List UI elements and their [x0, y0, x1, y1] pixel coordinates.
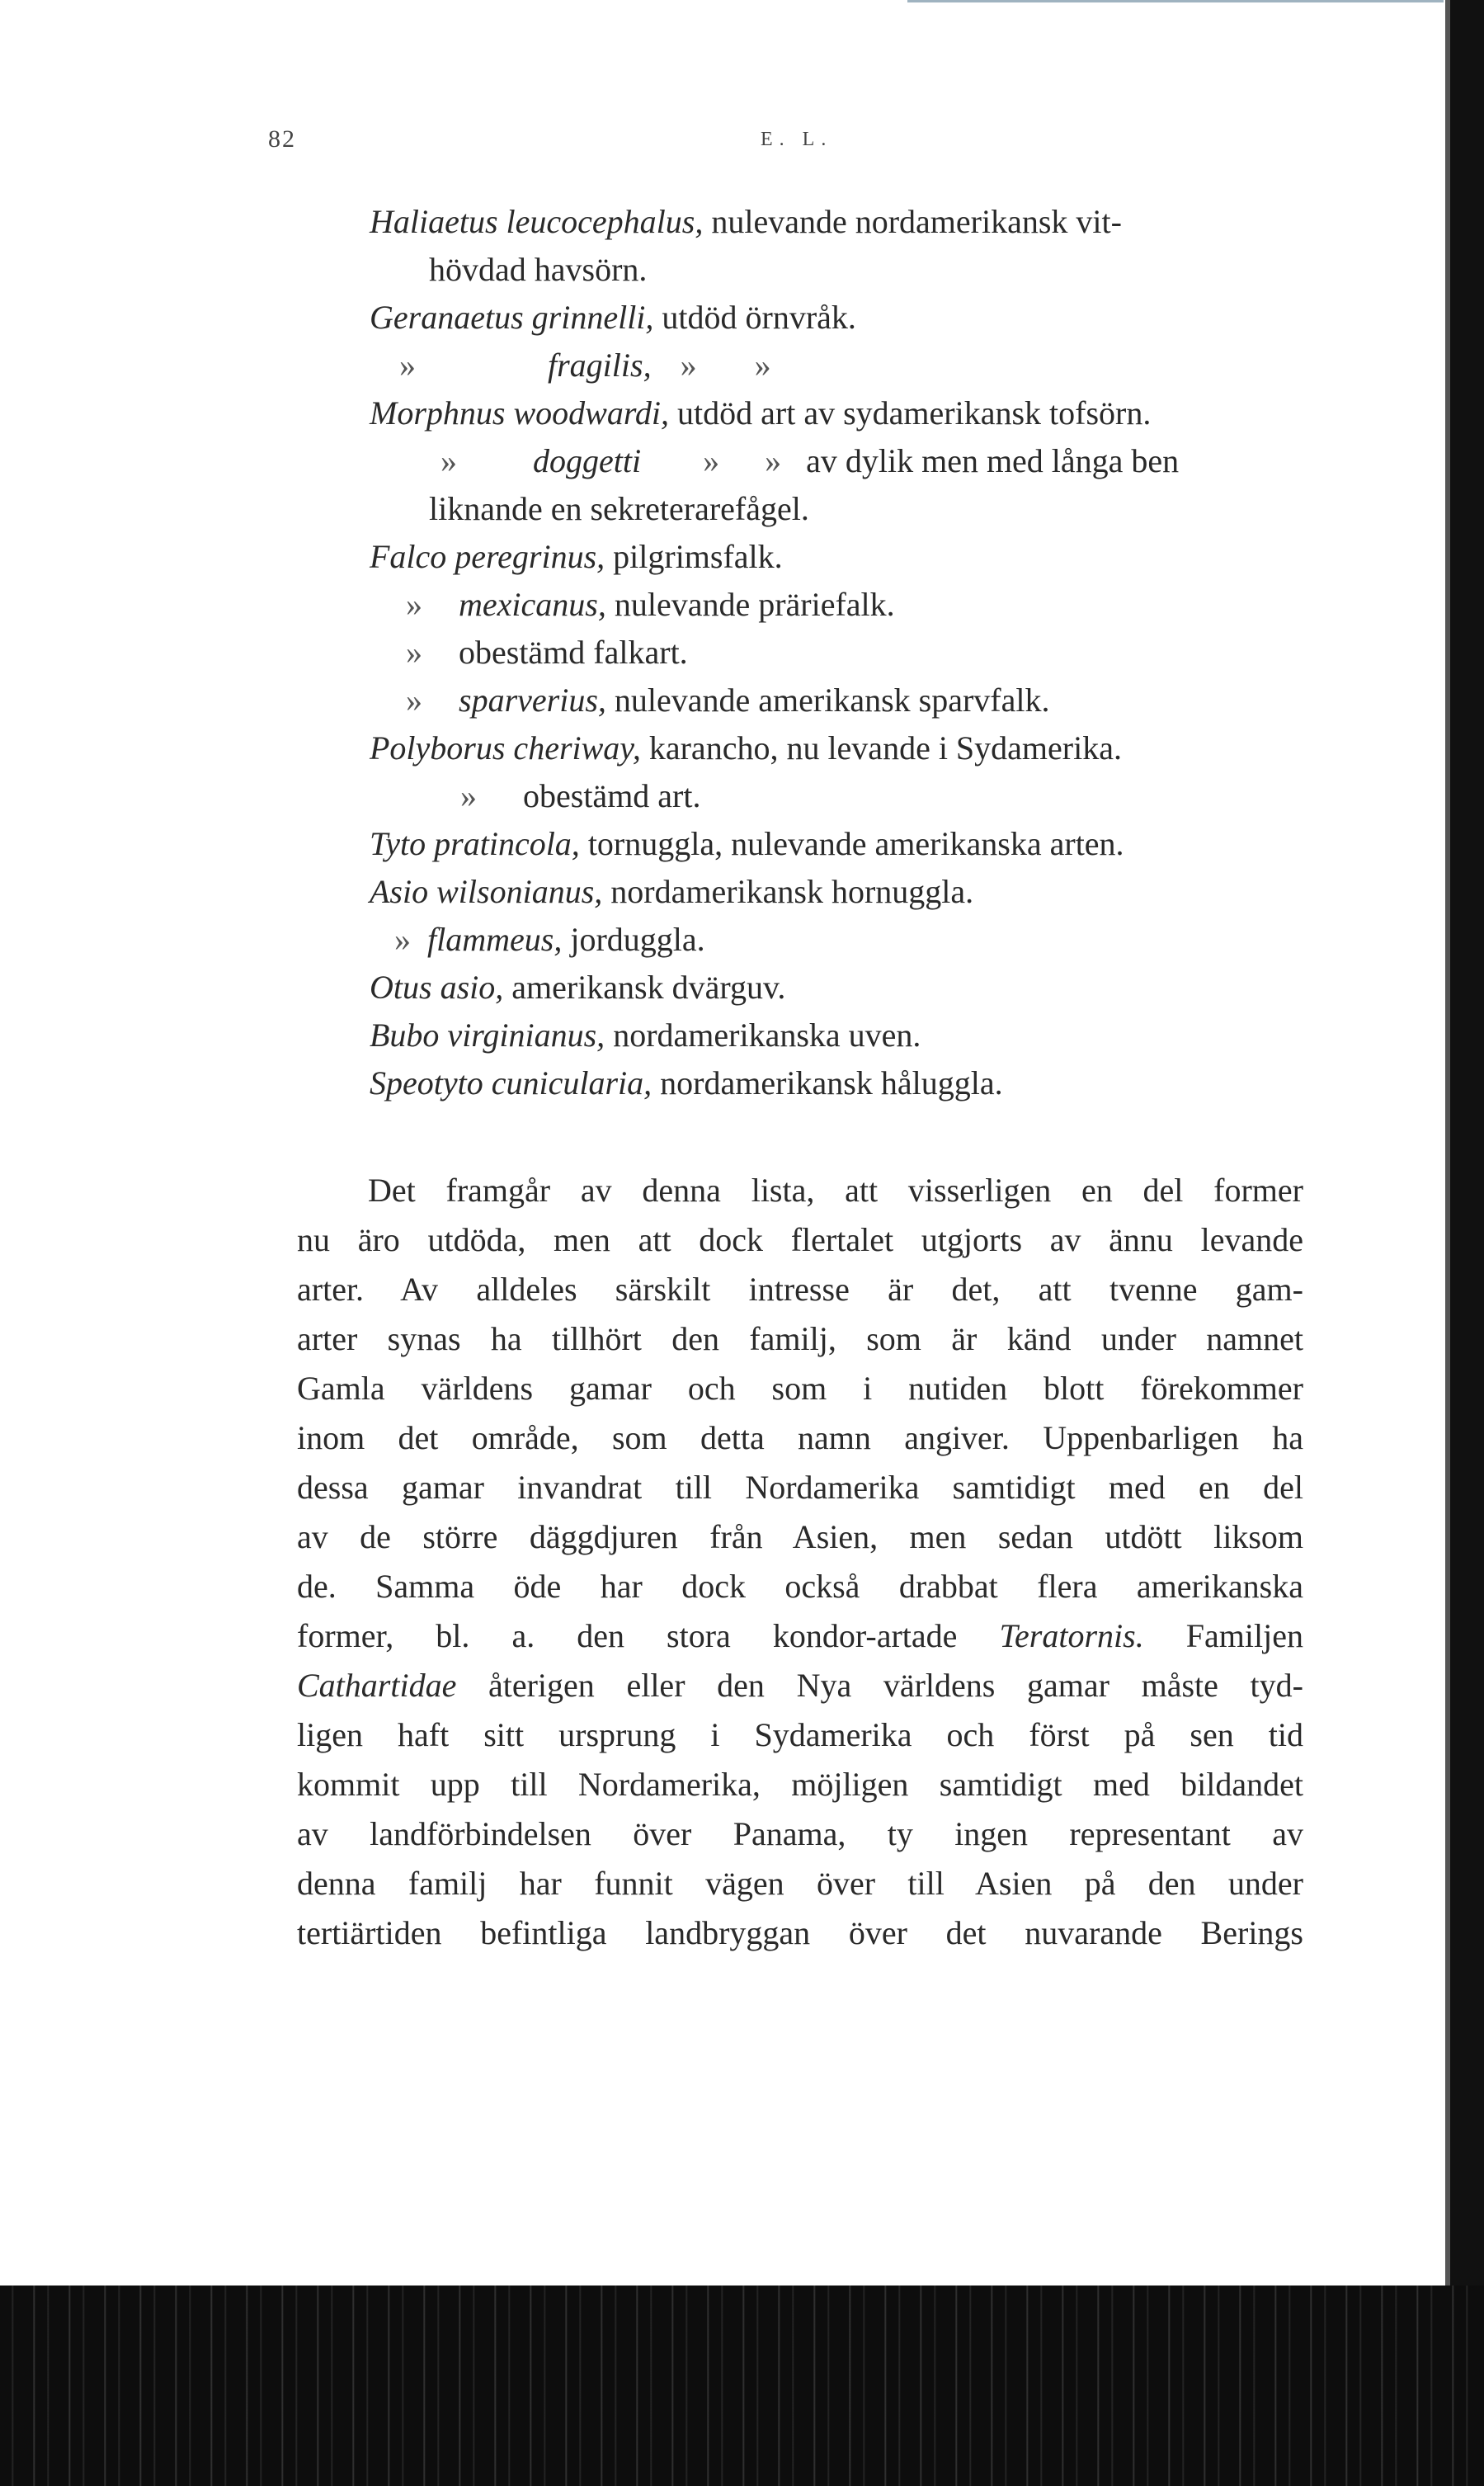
list-item: [370, 916, 1326, 964]
species-name: Morphnus woodwardi,: [370, 394, 670, 432]
list-item: [370, 1059, 1326, 1107]
paragraph-line: inom det område, som detta namn angiver. Uppenbarligen ha: [297, 1419, 1303, 1456]
species-name: Bubo virginianus,: [370, 1017, 605, 1054]
paragraph-line: denna familj har funnit vägen över till Asien på den under: [297, 1865, 1303, 1902]
list-item: [370, 581, 1326, 629]
page-number: 82: [268, 125, 296, 153]
list-item: [370, 485, 1326, 533]
species-name: Speotyto cunicularia,: [370, 1064, 652, 1101]
species-description: liknande en sekreterarefågel.: [429, 490, 809, 527]
list-item: [370, 198, 1326, 246]
paragraph-line: Gamla världens gamar och som i nutiden blott förekommer: [297, 1370, 1303, 1407]
species-description: jorduggla.: [562, 921, 705, 958]
list-item: [370, 437, 1326, 485]
ditto-mark: »: [406, 682, 422, 719]
scan-edge-top: [907, 0, 1444, 2]
species-name: flammeus,: [427, 921, 563, 958]
paragraph-line: arter. Av alldeles särskilt intresse är det, att tvenne gam-: [297, 1271, 1303, 1308]
ditto-mark: »: [703, 442, 720, 479]
ditto-mark: »: [406, 634, 422, 671]
scan-edge-bottom: [0, 2286, 1484, 2486]
species-name: sparverius,: [459, 682, 606, 719]
ditto-mark: »: [394, 921, 411, 958]
running-head: E. L.: [761, 129, 833, 150]
list-item: [370, 724, 1326, 772]
species-description: utdöd örnvråk.: [653, 299, 856, 336]
list-item: [370, 677, 1326, 724]
scan-edge-right: [1450, 0, 1484, 2486]
species-description: obestämd falkart.: [459, 634, 688, 671]
ditto-mark: »: [765, 442, 782, 479]
species-name: doggetti: [533, 442, 642, 479]
paragraph-line: tertiärtiden befintliga landbryggan över det nuvarande Berings: [297, 1914, 1303, 1951]
paragraph-line: [297, 1611, 1303, 1661]
species-description: hövdad havsörn.: [429, 251, 648, 288]
species-description: nulevande präriefalk.: [605, 586, 895, 623]
species-name: Tyto pratincola,: [370, 825, 580, 862]
paragraph-text: Familjen: [1143, 1617, 1303, 1654]
paragraph-line: av landförbindelsen över Panama, ty ingen representant av: [297, 1815, 1303, 1852]
species-name: fragilis,: [548, 347, 652, 384]
species-description: nordamerikansk håluggla.: [652, 1064, 1003, 1101]
body-paragraph: [297, 1166, 1303, 1958]
species-name: Falco peregrinus,: [370, 538, 605, 575]
species-list: [370, 198, 1326, 1107]
paragraph-line: de. Samma öde har dock också drabbat flera amerikanska: [297, 1568, 1303, 1605]
list-item: [370, 1012, 1326, 1059]
species-name: Otus asio,: [370, 969, 504, 1006]
paragraph-line: [297, 1661, 1303, 1710]
genus-name: Teratornis.: [999, 1617, 1144, 1654]
species-description: karancho, nu levande i Sydamerika.: [640, 729, 1122, 767]
paragraph-line: arter synas ha tillhört den familj, som är känd under namnet: [297, 1320, 1303, 1357]
list-item: [370, 389, 1326, 437]
ditto-mark: »: [754, 347, 771, 384]
list-item: [370, 294, 1326, 342]
paragraph-line: av de större däggdjuren från Asien, men sedan utdött liksom: [297, 1518, 1303, 1555]
species-description: amerikansk dvärguv.: [503, 969, 786, 1006]
page-header: [0, 125, 1444, 167]
list-item: [370, 772, 1326, 820]
species-name: Haliaetus leucocephalus,: [370, 203, 704, 240]
species-name: mexicanus,: [459, 586, 606, 623]
ditto-mark: »: [680, 347, 697, 384]
paragraph-line: ligen haft sitt ursprung i Sydamerika och först på sen tid: [297, 1716, 1303, 1753]
list-item: [370, 246, 1326, 294]
paragraph-text: återigen eller den Nya världens gamar måste tyd-: [456, 1667, 1303, 1704]
species-name: Polyborus cheriway,: [370, 729, 641, 767]
paragraph-line: dessa gamar invandrat till Nordamerika samtidigt med en del: [297, 1469, 1303, 1506]
list-item: [370, 533, 1326, 581]
species-description: nulevande nordamerikansk vit-: [703, 203, 1122, 240]
paragraph-text: former, bl. a. den stora kondor-artade: [297, 1617, 1000, 1654]
family-name: Cathartidae: [297, 1667, 457, 1704]
list-item: [370, 629, 1326, 677]
species-description: pilgrimsfalk.: [605, 538, 783, 575]
species-description: av dylik men med långa ben: [798, 442, 1180, 479]
ditto-mark: »: [460, 777, 477, 814]
species-name: Asio wilsonianus,: [370, 873, 603, 910]
list-item: [370, 964, 1326, 1012]
paragraph-line: kommit upp till Nordamerika, möjligen samtidigt med bildandet: [297, 1766, 1303, 1803]
paragraph-line: nu äro utdöda, men att dock flertalet utgjorts av ännu levande: [297, 1221, 1303, 1258]
species-description: utdöd art av sydamerikansk tofsörn.: [669, 394, 1152, 432]
species-description: obestämd art.: [523, 777, 701, 814]
species-description: tornuggla, nulevande amerikanska arten.: [579, 825, 1124, 862]
list-item: [370, 820, 1326, 868]
list-item: [370, 342, 1326, 389]
species-description: nordamerikanska uven.: [605, 1017, 921, 1054]
species-description: nordamerikansk hornuggla.: [602, 873, 974, 910]
paragraph-line: Det framgår av denna lista, att visserligen en del former: [368, 1172, 1303, 1209]
ditto-mark: »: [399, 347, 416, 384]
species-name: Geranaetus grinnelli,: [370, 299, 654, 336]
list-item: [370, 868, 1326, 916]
ditto-mark: »: [406, 586, 422, 623]
ditto-mark: »: [440, 442, 457, 479]
species-description: nulevande amerikansk sparvfalk.: [605, 682, 1050, 719]
